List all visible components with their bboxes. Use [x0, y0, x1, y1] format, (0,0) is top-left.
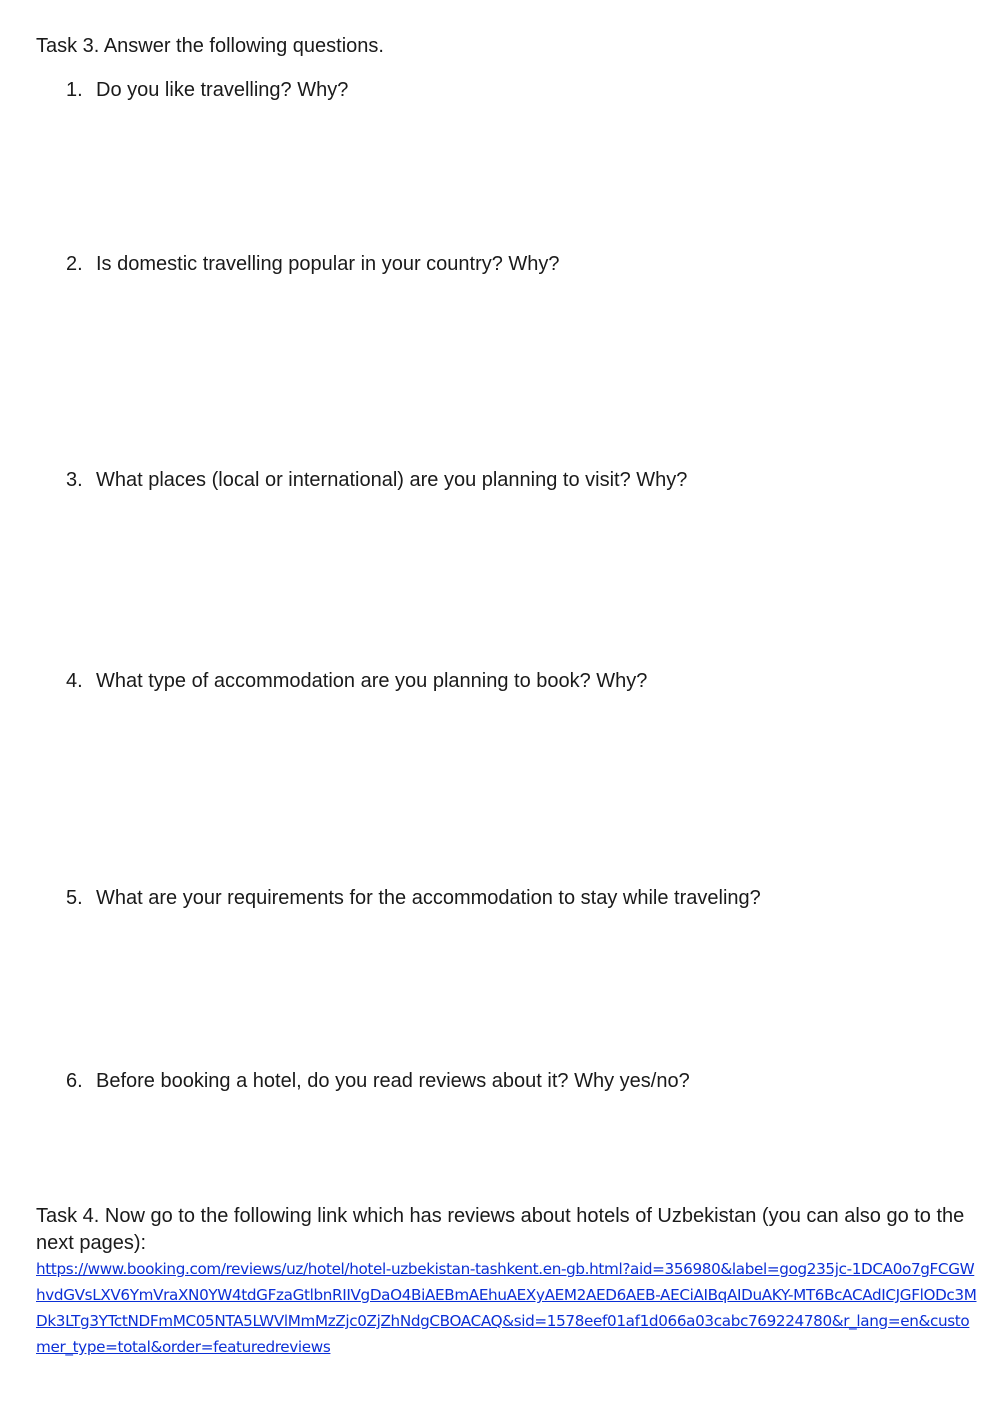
- question-text: Do you like travelling? Why?: [96, 79, 349, 101]
- question-number: 1.: [66, 79, 83, 101]
- question-text: What places (local or international) are you planning to visit? Why?: [96, 469, 688, 491]
- booking-reviews-link[interactable]: https://www.booking.com/reviews/uz/hotel/hotel-uzbekistan-tashkent.en-gb.html?aid=356980&label=gog235jc-1DCA0o7gFCGWhvdGVsLXV6YmVraXN0YW4tdGFzaGtlbnRIIVgDaO4BiAEBmAEhuAEXyAEM2AED6AEB-AECiAIBqAIDuAKY-MT6BcACAdICJGFlODc3MDk3LTg3YTctNDFmMC05NTA5LWVlMmMzZjc0ZjZhNdgCBOACAQ&sid=1578eef01af1d066a03cabc769224780&r_lang=en&customer_type=total&order=featuredreviews: [36, 1260, 977, 1356]
- task4-instructions: Task 4. Now go to the following link which has reviews about hotels of Uzbekistan (you can also go to the next pages):: [36, 1205, 965, 1254]
- question-text: Is domestic travelling popular in your country? Why?: [96, 253, 560, 275]
- question-text: What type of accommodation are you planning to book? Why?: [96, 670, 648, 692]
- question-number: 4.: [66, 670, 83, 692]
- question-number: 3.: [66, 469, 83, 491]
- question-text: What are your requirements for the accommodation to stay while traveling?: [96, 887, 761, 909]
- question-4: [66, 668, 647, 695]
- question-1: [66, 77, 348, 104]
- question-2: [66, 251, 560, 278]
- question-3: [66, 467, 687, 494]
- question-number: 5.: [66, 887, 83, 909]
- question-number: 6.: [66, 1070, 83, 1092]
- task3-heading: Task 3. Answer the following questions.: [36, 35, 384, 57]
- question-5: [66, 885, 761, 912]
- question-6: [66, 1068, 690, 1095]
- question-text: Before booking a hotel, do you read reviews about it? Why yes/no?: [96, 1070, 690, 1092]
- question-number: 2.: [66, 253, 83, 275]
